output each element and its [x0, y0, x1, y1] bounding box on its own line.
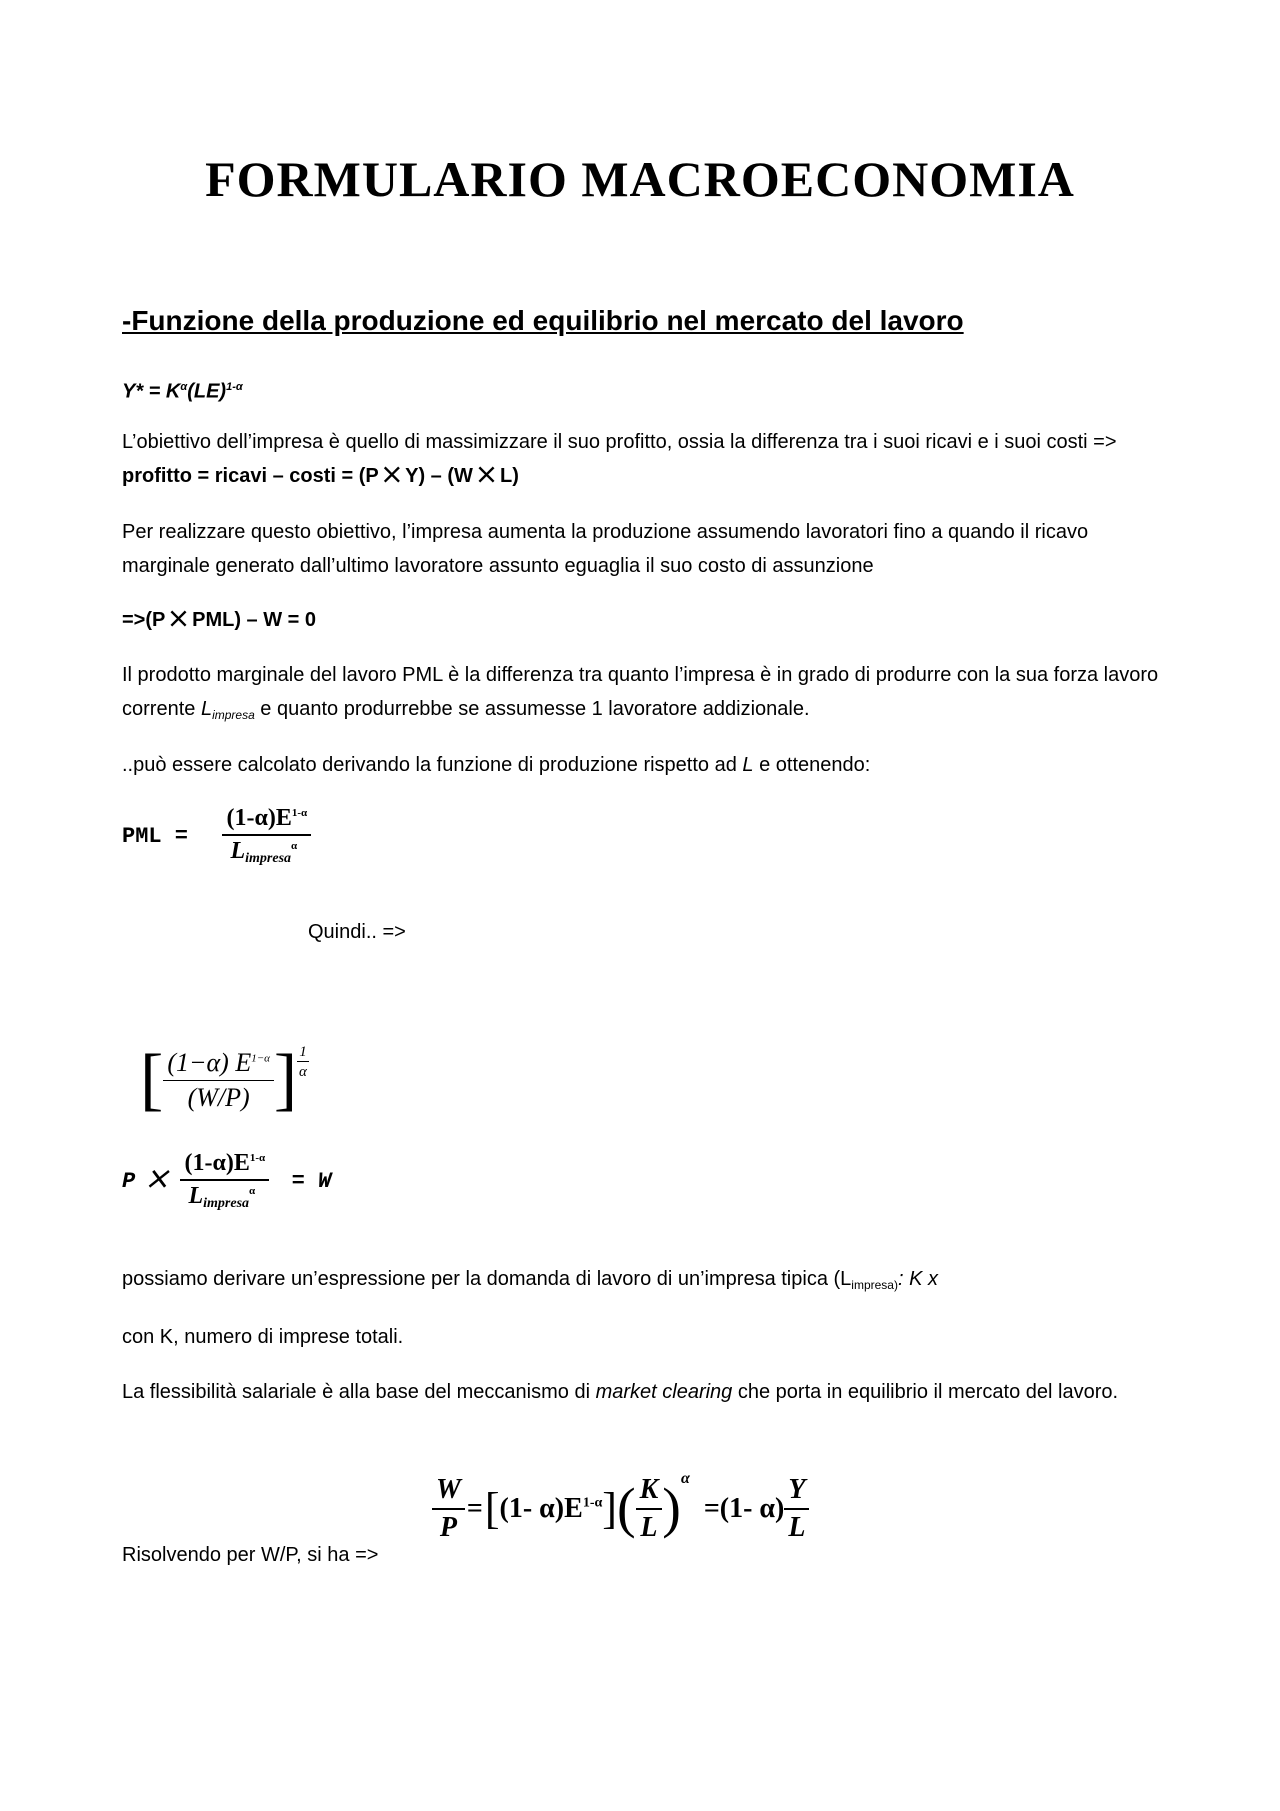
formula-production: $Y* = K^\alpha(LE)^{1-\alpha}$ — [122, 380, 243, 403]
page-title: FORMULARIO MACROECONOMIA — [205, 151, 1075, 207]
paragraph-pml: Il prodotto marginale del lavoro PML è la differenza tra quanto l’impresa è in grado di produrre con la sua forza lavoro corrente $L_{impresa}$ e quanto produrrebbe se assumesse 1 lavoratore addizionale. — [122, 664, 1159, 722]
paragraph-flexibility: La flessibilità salariale è alla base del meccanismo di market clearing che porta in equilibrio il mercato del lavoro. — [122, 1381, 1119, 1403]
pml-formula: PML = $\frac{(1-\alpha)E^{1-\alpha}}{L_{impresa}^\alpha}$ — [122, 805, 311, 895]
demand-formula: [ $\frac{(1-\alpha) E^{1-\alpha}}{(W/P)}$ ] $\frac{1}{\alpha}$ — [140, 1041, 307, 1118]
solve-label: Risolvendo per W/P, si ha => — [122, 1544, 379, 1566]
paragraph-demand: possiamo derivare un’espressione per la domanda di lavoro di un’impresa tipica ($L_{impresa)}$: K x — [122, 1268, 938, 1292]
paragraph-production: Per realizzare questo obiettivo, l’impresa aumenta la produzione assumendo lavoratori fino a quando il ricavo marginale generato dall’ultimo lavoratore assunto eguaglia il suo costo di assunzione — [122, 521, 1089, 577]
paragraph-firms: con K, numero di imprese totali. — [122, 1326, 404, 1348]
quindi-label: Quindi.. => — [308, 921, 406, 943]
paragraph-derivative: ..può essere calcolato derivando la funzione di produzione rispetto ad L e ottenendo: — [122, 754, 871, 776]
equilibrium-formula: P ⨉ $\frac{(1-\alpha)E^{1-\alpha}}{L_{impresa}^\alpha}$ = W — [122, 1150, 332, 1211]
section-heading: -Funzione della produzione ed equilibrio nel mercato del lavoro — [122, 305, 964, 336]
paragraph-objective: L’obiettivo dell’impresa è quello di massimizzare il suo profitto, ossia la differenza tra i suoi ricavi e i suoi costi => profitto = ricavi – costi = (P ⨉ Y) – (W ⨉ L) — [122, 431, 1117, 487]
condition-formula: =>(P ⨉ PML) – W = 0 — [122, 609, 317, 631]
wage-formula: $\frac{W}{P}$ =[(1- $\alpha)E^{1-\alpha}$]( $\frac{K}{L}$ )$^\alpha$=(1- α) $\frac{Y}{L}$ — [432, 1470, 809, 1570]
